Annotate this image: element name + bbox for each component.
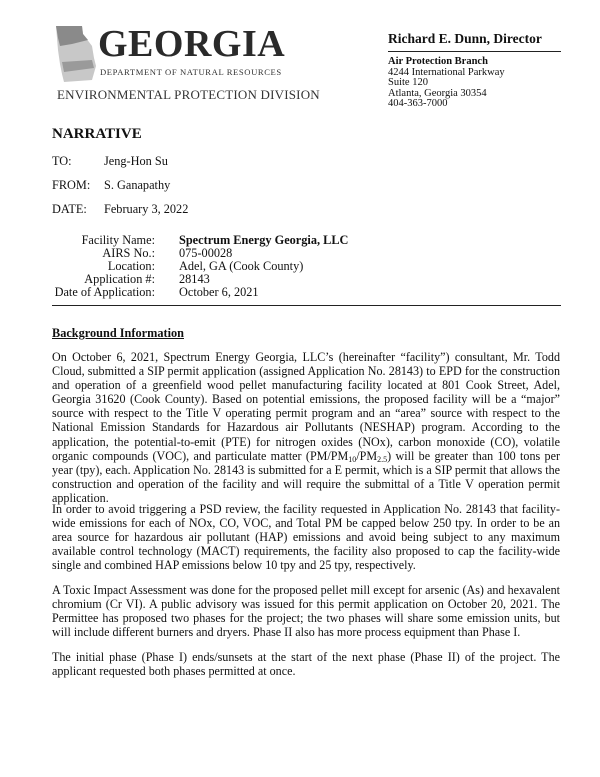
- pm25-subscript: 2.5: [377, 454, 388, 464]
- paragraph-1: [52, 350, 560, 505]
- location-value: Adel, GA (Cook County): [179, 259, 304, 273]
- logo-department: DEPARTMENT OF NATURAL RESOURCES: [100, 67, 282, 77]
- application-number-label: Application #:: [84, 272, 155, 286]
- paragraph-4: The initial phase (Phase I) ends/sunsets at the start of the next phase (Phase II) of the project. The applicant requested both phases permitted at once.: [52, 650, 560, 679]
- logo-division: ENVIRONMENTAL PROTECTION DIVISION: [57, 87, 320, 102]
- director-name: Richard E. Dunn, Director: [388, 31, 542, 46]
- memo-from-label: FROM:: [52, 178, 91, 192]
- paragraph-2: In order to avoid triggering a PSD review, the facility requested in Application No. 28143 that facility-wide emissions for each of NOx, CO, VOC, and Total PM be capped below 250 tpy. In order to be an area source for hazardous air pollutant (HAP) emissions and avoid being subject to any maximum available control technology (MACT) requirements, the facility also proposed to cap the facility-wide single and combined HAP emissions below 10 tpy and 25 tpy, respectively.: [52, 502, 560, 573]
- page-title: NARRATIVE: [52, 126, 142, 142]
- memo-to-value: Jeng-Hon Su: [104, 154, 168, 168]
- address-line: Atlanta, Georgia 30354: [388, 87, 487, 99]
- application-date-value: October 6, 2021: [179, 285, 259, 299]
- paragraph-1-pm-separator: /PM: [356, 448, 378, 463]
- branch-name: Air Protection Branch: [388, 56, 488, 67]
- address-line: 4244 International Parkway: [388, 66, 505, 78]
- address-line: 404-363-7000: [388, 98, 448, 110]
- address-line: Suite 120: [388, 77, 428, 89]
- facility-name-value: Spectrum Energy Georgia, LLC: [179, 233, 349, 247]
- application-number-value: 28143: [179, 272, 210, 286]
- paragraph-1-text-b: ) will be greater than 100 tons per year (tpy), each. Application No. 28143 is submitted for a E permit, which is a SIP permit that allows the construction and operation of the facility and will require the submittal of a Title V operation permit application.: [52, 448, 560, 505]
- georgia-state-map-icon: [52, 24, 98, 84]
- branch-address: [388, 57, 505, 110]
- airs-value: 075-00028: [179, 246, 233, 260]
- section-heading: Background Information: [52, 326, 184, 340]
- pm10-subscript: 10: [348, 454, 357, 464]
- memo-to-label: TO:: [52, 154, 72, 168]
- facility-name-label: Facility Name:: [81, 233, 155, 247]
- logo-georgia-wordmark: GEORGIA: [98, 23, 286, 65]
- section-divider: [52, 305, 561, 306]
- memo-date-value: February 3, 2022: [104, 202, 189, 216]
- location-label: Location:: [107, 259, 155, 273]
- paragraph-1-text-a: On October 6, 2021, Spectrum Energy Georgia, LLC’s (hereinafter “facility”) consultant, Mr. Todd Cloud, submitted a SIP permit application (assigned Application No. 28143) to EPD for the construction and operation of a greenfield wood pellet manufacturing facility located at 801 Cook Street, Adel, Georgia 31620 (Cook County). Based on potential emissions, the proposed facility will be a “major” source with respect to the Title V operating permit program and an “area” source with respect to the National Emission Standards for Hazardous air Pollutants (NESHAP) program. According to the application, the potential-to-emit (PTE) for nitrogen oxides (NOx), carbon monoxide (CO), volatile organic compounds (VOC), and particulate matter (PM/PM: [52, 350, 560, 463]
- memo-from-value: S. Ganapathy: [104, 178, 171, 192]
- paragraph-3: A Toxic Impact Assessment was done for the proposed pellet mill except for arsenic (As) and hexavalent chromium (Cr VI). A public advisory was issued for this permit application on October 20, 2021. The Permittee has proposed two phases for the project; the two phases will share some emission units, but will include different burners and dryers. Phase II also has more process equipment than Phase I.: [52, 583, 560, 640]
- application-date-label: Date of Application:: [54, 285, 155, 299]
- memo-date-label: DATE:: [52, 202, 87, 216]
- director-rule: [388, 51, 561, 52]
- airs-label: AIRS No.:: [102, 246, 155, 260]
